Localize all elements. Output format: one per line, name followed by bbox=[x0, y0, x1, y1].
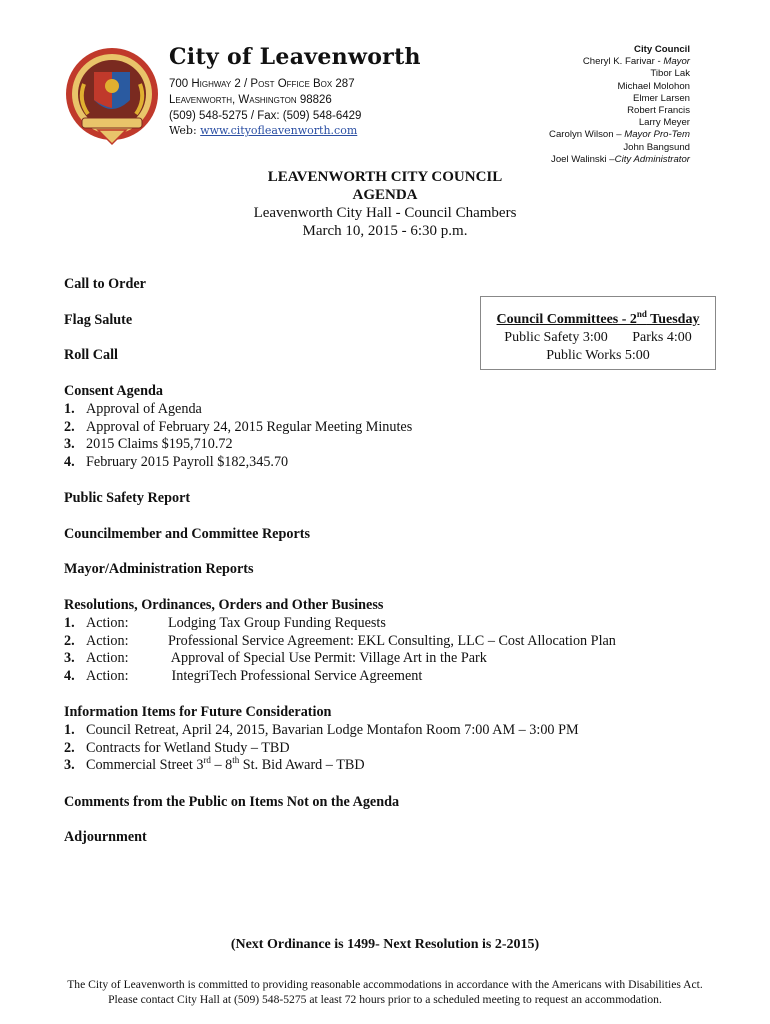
public-safety-report: Public Safety Report bbox=[64, 490, 191, 506]
title-line4: March 10, 2015 - 6:30 p.m. bbox=[302, 223, 468, 239]
city-name: City of Leavenworth bbox=[169, 44, 421, 70]
agenda-title bbox=[0, 168, 770, 240]
list-item: 1. Approval of Agenda bbox=[64, 400, 202, 417]
footer-line1: The City of Leavenworth is committed to providing reasonable accommodations in accordance with the Americans with Disabilities Act. bbox=[67, 978, 703, 991]
next-ordinance: (Next Ordinance is 1499- Next Resolution is 2-2015) bbox=[230, 937, 540, 952]
footer bbox=[0, 977, 770, 1007]
city-seal-icon bbox=[64, 44, 160, 148]
council-member: Carolyn Wilson – Mayor Pro-Tem bbox=[549, 129, 690, 141]
website-line bbox=[169, 123, 357, 139]
list-item: 3. Action: Approval of Special Use Permit: Village Art in the Park bbox=[64, 650, 487, 667]
consent-agenda bbox=[64, 383, 412, 472]
call-to-order: Call to Order bbox=[64, 276, 146, 292]
footer-line2: Please contact City Hall at (509) 548-5275 at least 72 hours prior to a scheduled meeting to request an accommodation. bbox=[108, 993, 662, 1006]
info-heading: Information Items for Future Consideration bbox=[64, 704, 332, 720]
title-line1: LEAVENWORTH CITY COUNCIL bbox=[267, 169, 503, 185]
committees-title: Council Committees - 2nd Tuesday bbox=[496, 309, 700, 327]
adjournment: Adjournment bbox=[64, 829, 147, 845]
resolutions-section bbox=[64, 597, 616, 686]
list-item: 3. 2015 Claims $195,710.72 bbox=[64, 436, 233, 453]
website-link[interactable]: www.cityofleavenworth.com bbox=[200, 124, 358, 137]
consent-heading: Consent Agenda bbox=[64, 383, 163, 399]
council-member: Robert Francis bbox=[627, 105, 690, 117]
list-item: 4. Action: IntegriTech Professional Service Agreement bbox=[64, 668, 423, 685]
council-member: Cheryl K. Farivar - Mayor bbox=[582, 56, 690, 68]
title-line2: AGENDA bbox=[352, 187, 418, 203]
resolutions-heading: Resolutions, Ordinances, Orders and Other Business bbox=[64, 597, 384, 613]
council-heading: City Council bbox=[634, 44, 690, 55]
address-line2: Leavenworth, Washington 98826 bbox=[169, 94, 332, 106]
list-item: 2. Action: Professional Service Agreement: EKL Consulting, LLC – Cost Allocation Plan bbox=[64, 632, 616, 649]
council-member: Larry Meyer bbox=[638, 117, 690, 129]
title-line3: Leavenworth City Hall - Council Chambers bbox=[253, 205, 517, 221]
council-member: Michael Molohon bbox=[617, 80, 690, 92]
flag-salute: Flag Salute bbox=[64, 312, 133, 328]
mayor-reports: Mayor/Administration Reports bbox=[64, 561, 254, 577]
list-item: 1. Action: Lodging Tax Group Funding Requests bbox=[64, 614, 386, 631]
address-line1: 700 Highway 2 / Post Office Box 287 bbox=[169, 78, 355, 90]
info-section bbox=[64, 704, 579, 775]
council-member: John Bangsund bbox=[623, 141, 690, 153]
web-label: Web: bbox=[169, 124, 197, 137]
list-item: 1. Council Retreat, April 24, 2015, Bavarian Lodge Montafon Room 7:00 AM – 3:00 PM bbox=[64, 721, 579, 738]
council-list bbox=[450, 44, 690, 166]
council-member: Elmer Larsen bbox=[632, 92, 690, 104]
committees-line1: Public Safety 3:00 Parks 4:00 bbox=[504, 330, 692, 345]
list-item: 3. Commercial Street 3rd – 8th St. Bid Award – TBD bbox=[64, 755, 365, 774]
list-item: 2. Approval of February 24, 2015 Regular Meeting Minutes bbox=[64, 418, 413, 435]
roll-call: Roll Call bbox=[64, 347, 118, 363]
committees-line2: Public Works 5:00 bbox=[546, 348, 650, 363]
list-item: 4. February 2015 Payroll $182,345.70 bbox=[64, 454, 289, 471]
public-comments: Comments from the Public on Items Not on the Agenda bbox=[64, 794, 400, 810]
committees-box bbox=[480, 296, 716, 370]
phone-fax: (509) 548-5275 / Fax: (509) 548-6429 bbox=[169, 110, 362, 122]
list-item: 2. Contracts for Wetland Study – TBD bbox=[64, 739, 290, 756]
council-member: Joel Walinski –City Administrator bbox=[551, 153, 690, 165]
councilmember-reports: Councilmember and Committee Reports bbox=[64, 526, 311, 542]
council-member: Tibor Lak bbox=[650, 68, 690, 80]
